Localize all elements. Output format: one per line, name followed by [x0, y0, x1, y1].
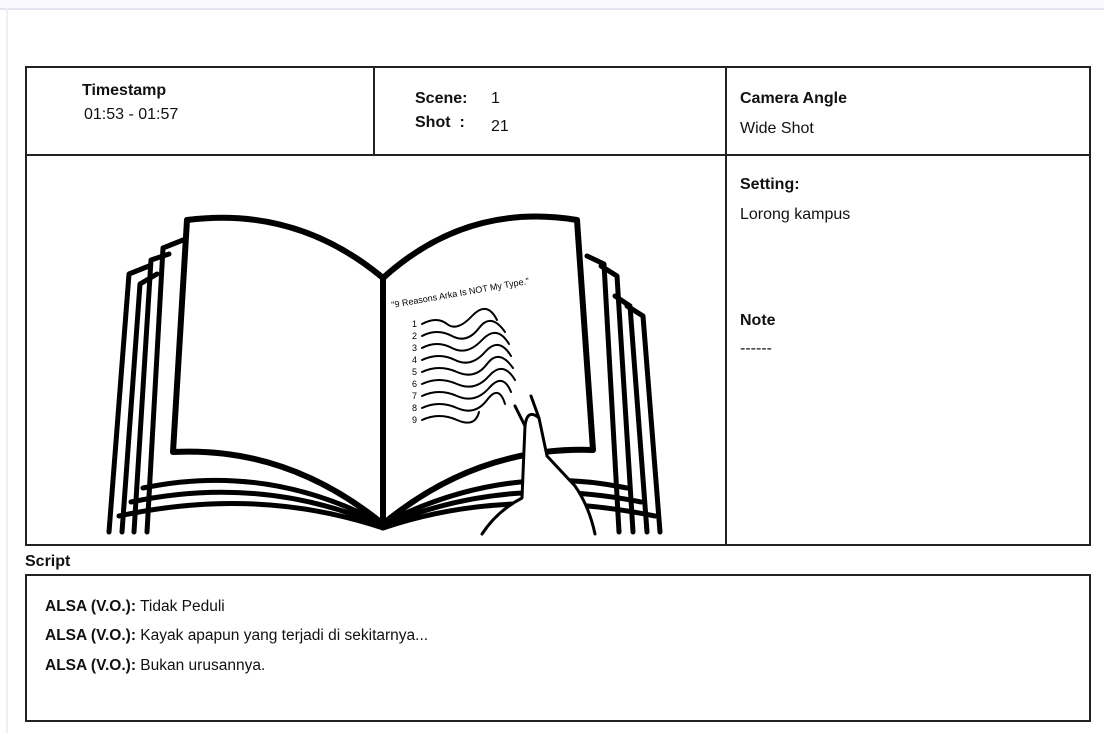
speaker-name: ALSA (V.O.):: [45, 627, 136, 644]
script-line: [45, 598, 225, 616]
script-box: [25, 574, 1091, 722]
list-number: 6: [412, 379, 418, 389]
timestamp-value: 01:53 - 01:57: [84, 106, 179, 123]
storyboard-main: [25, 154, 1091, 546]
script-label: Script: [25, 553, 71, 570]
scene-shot-cell: [375, 68, 727, 154]
dialogue-text: Tidak Peduli: [136, 598, 225, 615]
note-label: Note: [740, 312, 776, 329]
speaker-name: ALSA (V.O.):: [45, 657, 136, 674]
list-number: 7: [412, 391, 418, 401]
shot-value: 21: [491, 118, 509, 135]
page-heading: "9 Reasons Arka Is NOT My Type.": [390, 275, 530, 310]
scene-value: 1: [491, 90, 500, 107]
setting-value: Lorong kampus: [740, 206, 851, 223]
timestamp-cell: [27, 68, 375, 154]
scene-label: Scene:: [415, 90, 468, 107]
dialogue-text: Bukan urusannya.: [136, 657, 266, 674]
script-line: [45, 657, 265, 675]
open-book-sketch-icon: [27, 156, 725, 544]
script-line: [45, 627, 428, 645]
list-number: 8: [412, 403, 418, 413]
list-number: 5: [412, 367, 418, 377]
camera-angle-cell: [727, 68, 1089, 154]
document-top-border: [0, 0, 1104, 10]
dialogue-text: Kayak apapun yang terjadi di sekitarnya...: [136, 627, 429, 644]
document-left-border: [6, 8, 8, 733]
note-value: ------: [740, 340, 772, 357]
camera-angle-label: Camera Angle: [740, 90, 847, 107]
list-number: 2: [412, 331, 418, 341]
timestamp-label: Timestamp: [82, 82, 167, 99]
list-number: 3: [412, 343, 418, 353]
details-cell: [727, 156, 1089, 544]
list-number: 4: [412, 355, 418, 365]
speaker-name: ALSA (V.O.):: [45, 598, 136, 615]
shot-label: Shot :: [415, 114, 465, 131]
camera-angle-value: Wide Shot: [740, 120, 814, 137]
list-number: 1: [412, 319, 418, 329]
list-number: 9: [412, 415, 418, 425]
setting-label: Setting:: [740, 176, 800, 193]
storyboard-header: [25, 66, 1091, 156]
sketch-frame: [27, 156, 727, 544]
